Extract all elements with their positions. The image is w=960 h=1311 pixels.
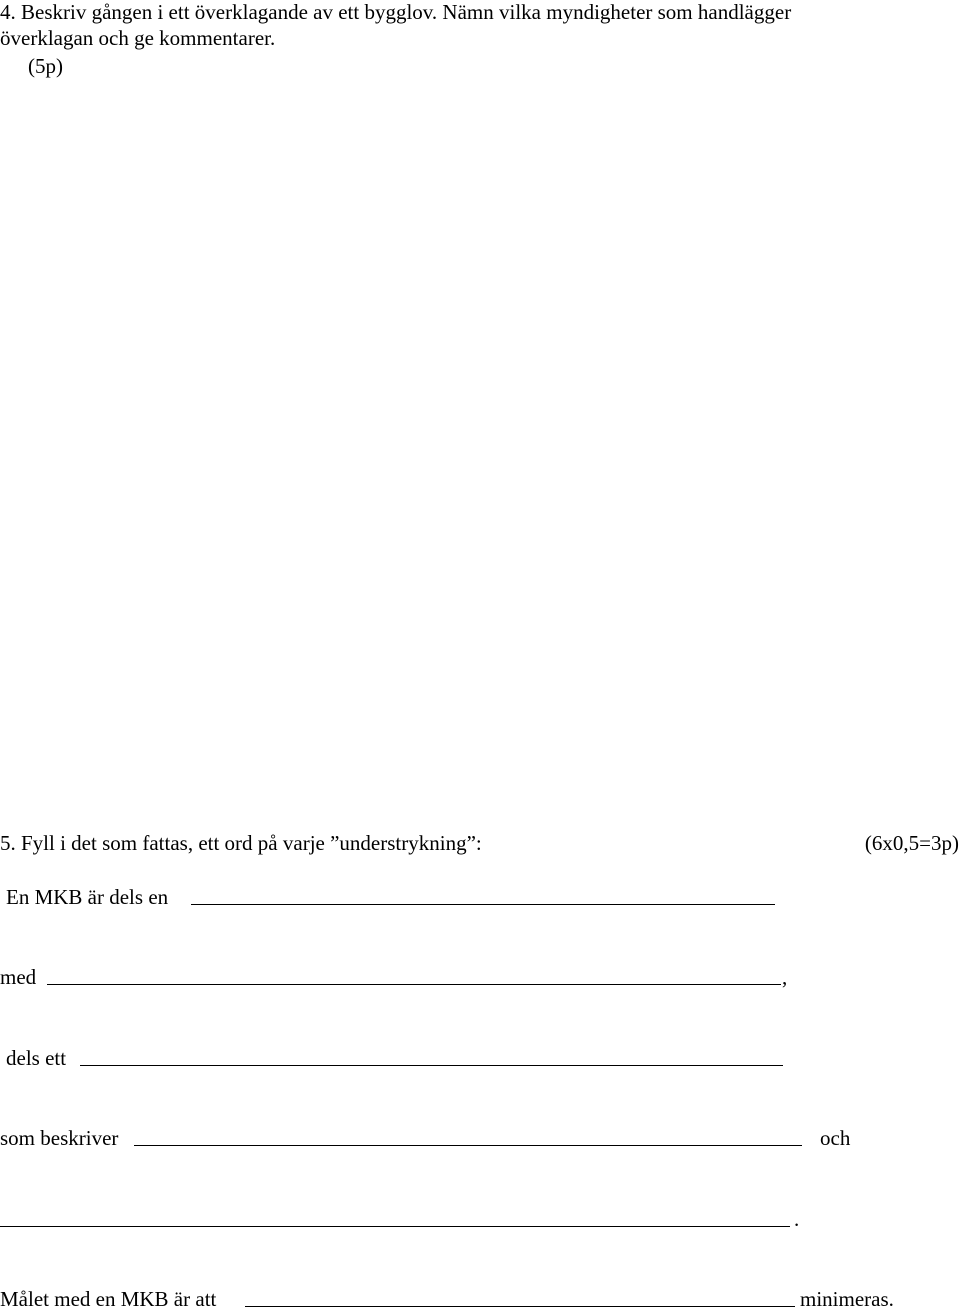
fill-in-text-4: som beskriver bbox=[0, 1126, 119, 1150]
fill-in-text-2-comma: , bbox=[782, 965, 788, 989]
question-5-prompt: 5. Fyll i det som fattas, ett ord på varje ”understrykning”: bbox=[0, 831, 482, 855]
question-5-points: (6x0,5=3p) bbox=[864, 831, 959, 855]
fill-in-text-2: med bbox=[0, 965, 37, 989]
fill-in-text-1: En MKB är dels en bbox=[6, 885, 169, 909]
fill-in-text-4-och: och bbox=[820, 1126, 851, 1150]
question-4-line-1: 4. Beskriv gången i ett överklagande av ett bygglov. Nämn vilka myndigheter som handlägger bbox=[0, 0, 792, 24]
answer-space-question-4[interactable] bbox=[0, 90, 960, 820]
fill-in-blank-3[interactable] bbox=[80, 1065, 783, 1066]
question-4-line-2: överklagan och ge kommentarer. bbox=[0, 26, 276, 50]
question-4-points: (5p) bbox=[28, 54, 63, 78]
fill-in-text-3: dels ett bbox=[6, 1046, 67, 1070]
fill-in-text-6-after: minimeras. bbox=[800, 1287, 894, 1311]
fill-in-blank-6[interactable] bbox=[245, 1306, 795, 1307]
fill-in-blank-2[interactable] bbox=[47, 984, 781, 985]
fill-in-blank-5[interactable] bbox=[0, 1226, 790, 1227]
fill-in-blank-4[interactable] bbox=[134, 1145, 802, 1146]
fill-in-text-5-period: . bbox=[794, 1207, 800, 1231]
fill-in-blank-1[interactable] bbox=[191, 904, 775, 905]
fill-in-text-6: Målet med en MKB är att bbox=[0, 1287, 217, 1311]
